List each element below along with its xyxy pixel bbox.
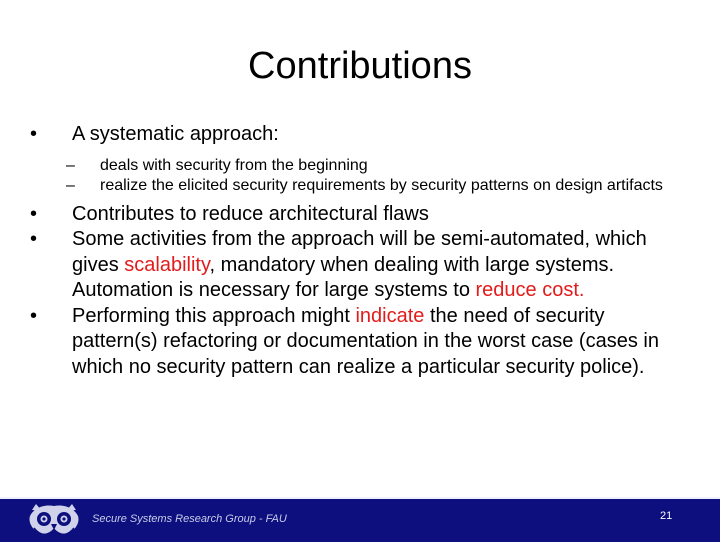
bullet-text-part: , mandatory when dealing with large systems. Automation is necessary for large systems to (72, 253, 615, 301)
owl-icon (26, 502, 82, 538)
sub-text: deals with security from the beginning (100, 156, 368, 174)
bullet-item (30, 304, 690, 381)
sub-text: realize the elicited security requirements by security patterns on design artifacts (100, 176, 663, 194)
highlight-reduce-cost: reduce cost. (475, 279, 585, 301)
sub-list (30, 156, 690, 196)
bullet-text-part: Some activities from the approach will be semi-automated, which gives (72, 228, 647, 276)
highlight-scalability: scalability (124, 253, 210, 276)
dash-mark: – (66, 156, 75, 174)
dash-mark: – (66, 176, 75, 194)
footer-bar (0, 497, 720, 542)
page-number: 21 (660, 510, 673, 522)
slide-body (30, 122, 690, 380)
bullet-mark: • (30, 228, 38, 250)
sub-item (66, 156, 690, 176)
bullet-text-part: the need of security pattern(s) refactoring or documentation in the worst case (cases in which no security pattern can realize a particular security police). (72, 304, 659, 378)
bullet-text: A systematic approach: (72, 123, 279, 145)
bullet-item (30, 227, 690, 304)
highlight-indicate: indicate (355, 304, 425, 327)
sub-item (66, 176, 690, 196)
bullet-text: Contributes to reduce architectural flaws (72, 202, 429, 225)
slide-title: Contributions (248, 45, 472, 87)
bullet-mark: • (30, 123, 38, 145)
bullet-item (30, 202, 690, 228)
research-group-label: Secure Systems Research Group - FAU (92, 513, 287, 525)
bullet-mark: • (30, 304, 38, 327)
bullet-text-part: Performing this approach might (72, 304, 356, 327)
bullet-item (30, 122, 690, 148)
bullet-mark: • (30, 202, 38, 225)
